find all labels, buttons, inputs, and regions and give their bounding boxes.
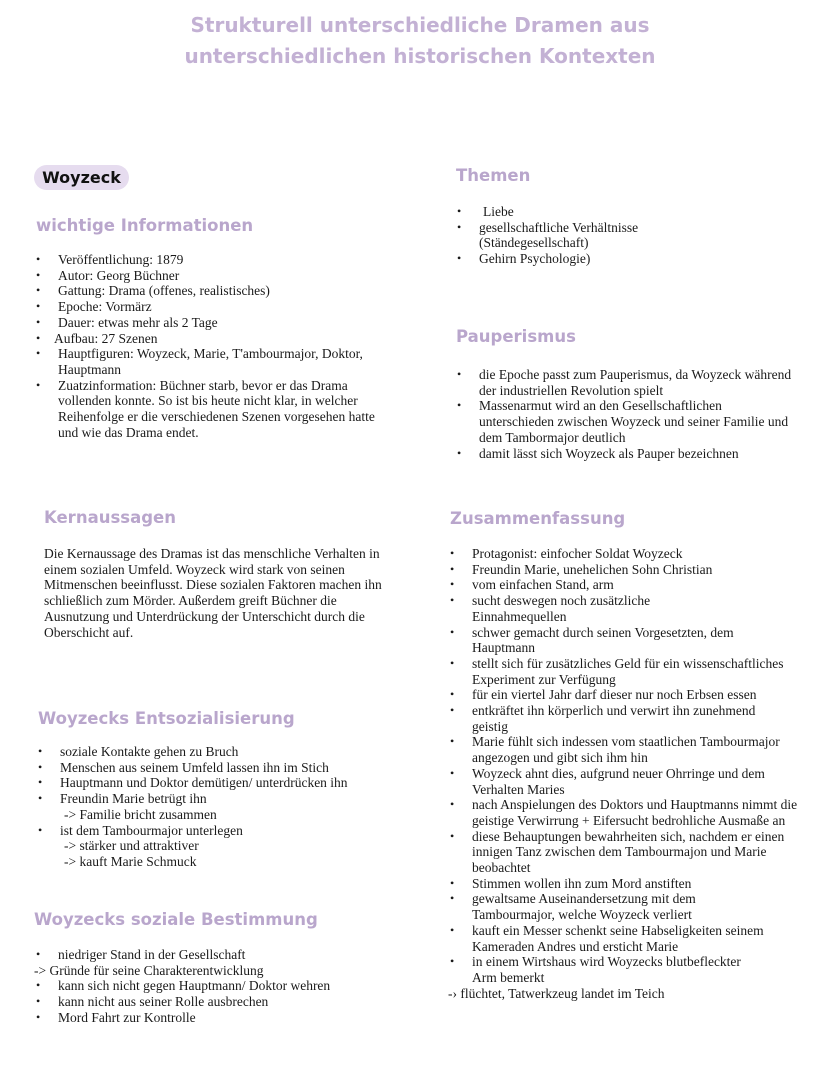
- bestimmung-section: [34, 947, 414, 1026]
- kernaussagen-section: [44, 546, 404, 640]
- zusammenfassung-item: • in einem Wirtshaus wird Woyzecks blutbefleckter Arm bemerkt: [448, 954, 803, 985]
- bestimmung-arrow-line: -> Gründe für seine Charakterentwicklung: [34, 962, 264, 978]
- entsozialisierung-item: • Menschen aus seinem Umfeld lassen ihn im Stich: [36, 760, 416, 776]
- pauperismus-item: • damit lässt sich Woyzeck als Pauper bezeichnen: [455, 446, 800, 462]
- info-heading: wichtige Informationen: [36, 216, 254, 235]
- zusammenfassung-item: • Stimmen wollen ihn zum Mord anstiften: [448, 876, 803, 892]
- entsozialisierung-item-text: ist dem Tambourmajor unterlegen: [60, 822, 243, 838]
- info-item: • Epoche: Vormärz: [34, 299, 404, 315]
- zusammenfassung-item: • nach Anspielungen des Doktors und Hauptmanns nimmt die geistige Verwirrung + Eifersucht bedrohliche Ausmaße an: [448, 797, 803, 828]
- woyzeck-label: Woyzeck: [34, 165, 129, 190]
- themen-section: [455, 204, 705, 267]
- bestimmung-heading: Woyzecks soziale Bestimmung: [34, 910, 318, 929]
- info-item: • Zuatzinformation: Büchner starb, bevor er das Drama vollenden konnte. So ist bis heute nicht klar, in welcher Reihenfolge er die verschiedenen Szenen vorgesehen hatte und wie das Drama endet.: [34, 378, 404, 441]
- bestimmung-item: • niedriger Stand in der Gesellschaft: [34, 947, 414, 963]
- bestimmung-item: • kann sich nicht gegen Hauptmann/ Doktor wehren: [34, 978, 414, 994]
- entsozialisierung-item: [36, 791, 416, 822]
- zusammenfassung-heading: Zusammenfassung: [450, 509, 626, 528]
- entsozialisierung-section: [36, 744, 416, 870]
- kernaussagen-heading: Kernaussagen: [44, 508, 176, 527]
- zusammenfassung-item: • Freundin Marie, unehelichen Sohn Christian: [448, 562, 803, 578]
- entsozialisierung-heading: Woyzecks Entsozialisierung: [38, 709, 295, 728]
- kernaussagen-text: Die Kernaussage des Dramas ist das menschliche Verhalten in einem sozialen Umfeld. Woyzeck wird stark von seinen Mitmenschen beeinflusst. Diese sozialen Faktoren machen ihn schließlich zum Mörder. Außerdem greift Büchner die Ausnutzung und Unterdrückung der Unterschicht durch die Oberschicht auf.: [44, 546, 382, 640]
- themen-item: • gesellschaftliche Verhältnisse (Ständegesellschaft): [455, 220, 705, 251]
- zusammenfassung-item: • gewaltsame Auseinandersetzung mit dem Tambourmajor, welche Woyzeck verliert: [448, 891, 803, 922]
- themen-item: • Liebe: [455, 204, 705, 220]
- zusammenfassung-item: • vom einfachen Stand, arm: [448, 577, 803, 593]
- pauperismus-heading: Pauperismus: [456, 327, 576, 346]
- zusammenfassung-item: • schwer gemacht durch seinen Vorgesetzten, dem Hauptmann: [448, 625, 803, 656]
- zusammenfassung-item: • sucht deswegen noch zusätzliche Einnahmequellen: [448, 593, 803, 624]
- title-line-1: Strukturell unterschiedliche Dramen aus: [190, 13, 650, 37]
- zusammenfassung-item: • Protagonist: einfocher Soldat Woyzeck: [448, 546, 803, 562]
- info-section: [34, 252, 404, 440]
- info-item: • Aufbau: 27 Szenen: [34, 331, 404, 347]
- entsozialisierung-sub: -> kauft Marie Schmuck: [64, 853, 197, 869]
- entsozialisierung-sub: -> stärker und attraktiver: [64, 838, 199, 854]
- title-line-2: unterschiedlichen historischen Kontexten: [184, 44, 656, 68]
- zusammenfassung-final: -› flüchtet, Tatwerkzeug landet im Teich: [448, 985, 665, 1001]
- zusammenfassung-item: • diese Behauptungen bewahrheiten sich, nachdem er einen innigen Tanz zwischen dem Tambourmajon und Marie beobachtet: [448, 829, 803, 876]
- info-item: • Hauptfiguren: Woyzeck, Marie, T'ambourmajor, Doktor, Hauptmann: [34, 346, 404, 377]
- zusammenfassung-item: • Marie fühlt sich indessen vom staatlichen Tambourmajor angezogen und gibt sich ihm hin: [448, 734, 803, 765]
- pauperismus-item: • die Epoche passt zum Pauperismus, da Woyzeck während der industriellen Revolution spielt: [455, 367, 800, 398]
- entsozialisierung-item: • Hauptmann und Doktor demütigen/ unterdrücken ihn: [36, 775, 416, 791]
- zusammenfassung-item: • für ein viertel Jahr darf dieser nur noch Erbsen essen: [448, 687, 803, 703]
- zusammenfassung-section: [448, 546, 803, 1001]
- entsozialisierung-item-text: Freundin Marie betrügt ihn: [60, 791, 207, 807]
- entsozialisierung-item: [36, 823, 416, 870]
- info-item: • Gattung: Drama (offenes, realistisches): [34, 283, 404, 299]
- themen-heading: Themen: [456, 166, 531, 185]
- info-item: • Dauer: etwas mehr als 2 Tage: [34, 315, 404, 331]
- bestimmung-item: • kann nicht aus seiner Rolle ausbrechen: [34, 994, 414, 1010]
- pauperismus-item: • Massenarmut wird an den Gesellschaftlichen unterschieden zwischen Woyzeck und seiner Familie und dem Tambormajor deutlich: [455, 398, 800, 445]
- entsozialisierung-sub: -> Familie bricht zusammen: [64, 806, 217, 822]
- zusammenfassung-item: • kauft ein Messer schenkt seine Habseligkeiten seinem Kameraden Andres und ersticht Marie: [448, 923, 803, 954]
- info-item: • Autor: Georg Büchner: [34, 268, 404, 284]
- bestimmung-item: • Mord Fahrt zur Kontrolle: [34, 1010, 414, 1026]
- zusammenfassung-item: • stellt sich für zusätzliches Geld für ein wissenschaftliches Experiment zur Verfügung: [448, 656, 803, 687]
- zusammenfassung-item: • Woyzeck ahnt dies, aufgrund neuer Ohrringe und dem Verhalten Maries: [448, 766, 803, 797]
- zusammenfassung-item: • entkräftet ihn körperlich und verwirt ihn zunehmend geistig: [448, 703, 803, 734]
- page-title: [150, 10, 690, 72]
- themen-item: • Gehirn Psychologie): [455, 251, 705, 267]
- pauperismus-section: [455, 367, 800, 461]
- entsozialisierung-item: • soziale Kontakte gehen zu Bruch: [36, 744, 416, 760]
- info-item: • Veröffentlichung: 1879: [34, 252, 404, 268]
